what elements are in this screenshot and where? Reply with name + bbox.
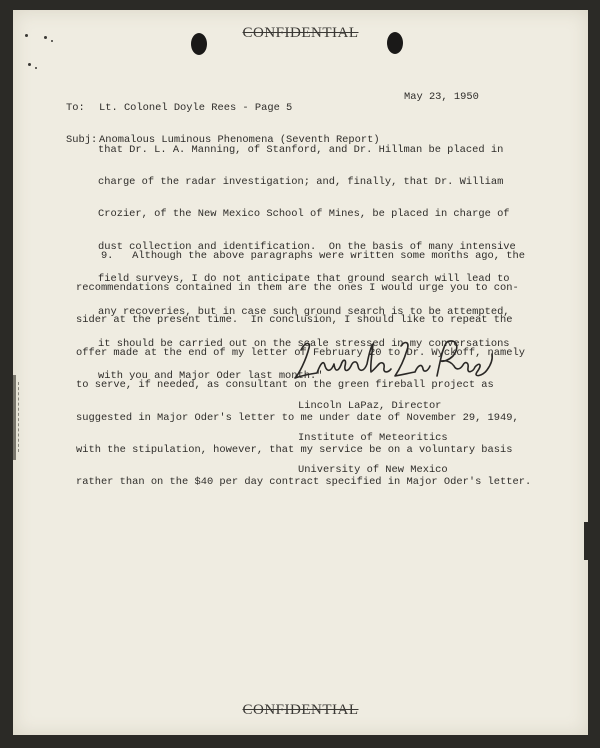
confidential-stamp-top: CONFIDENTIAL xyxy=(242,25,359,41)
subject-value: Anomalous Luminous Phenomena (Seventh Report) xyxy=(99,133,380,146)
text-line: suggested in Major Oder's letter to me under date of November 29, 1949, xyxy=(76,411,519,424)
punch-hole-left xyxy=(191,33,207,55)
text-line: recommendations contained in them are the ones I would urge you to con- xyxy=(76,281,519,294)
page-edge-strip xyxy=(13,375,16,460)
text-line: any recoveries, but in case such ground search is to be attempted, xyxy=(98,305,510,318)
speck-mark xyxy=(51,40,53,42)
signature-block xyxy=(298,379,448,498)
signer-university: University of New Mexico xyxy=(298,464,448,477)
signer-name-title: Lincoln LaPaz, Director xyxy=(298,399,442,412)
memo-date: May 23, 1950 xyxy=(404,90,479,103)
text-line: that Dr. L. A. Manning, of Stanford, and Dr. Hillman be placed in xyxy=(98,143,504,156)
text-line: it should be carried out on the scale stressed in my conversations xyxy=(98,337,510,350)
text-line: charge of the radar investigation; and, finally, that Dr. William xyxy=(98,175,504,188)
document-page xyxy=(13,10,588,735)
text-line: rather than on the $40 per day contract specified in Major Oder's letter. xyxy=(76,476,532,489)
to-value: Lt. Colonel Doyle Rees - Page 5 xyxy=(99,101,293,114)
text-line: Crozier, of the New Mexico School of Mines, be placed in charge of xyxy=(98,208,510,221)
signer-institute: Institute of Meteoritics xyxy=(298,431,448,444)
text-line: sider at the present time. In conclusion, I should like to repeat the xyxy=(76,314,513,327)
speck-mark xyxy=(25,34,28,37)
speck-mark xyxy=(28,63,31,66)
text-line: field surveys, I do not anticipate that ground search will lead to xyxy=(98,273,510,286)
text-line: dust collection and identification. On the basis of many intensive xyxy=(98,240,516,253)
subject-label: Subj: xyxy=(66,133,98,146)
text-line: offer made at the end of my letter of February 20 to Dr. Wyckoff, namely xyxy=(76,346,525,359)
text-line: with you and Major Oder last month." xyxy=(98,370,323,383)
page-edge-nick xyxy=(584,522,588,560)
page-edge-ticks xyxy=(18,382,27,452)
to-label: To: xyxy=(66,101,85,114)
to-line xyxy=(66,103,380,114)
text-line: 9. Although the above paragraphs were written some months ago, the xyxy=(76,249,525,262)
punch-hole-right xyxy=(387,32,403,54)
text-line: with the stipulation, however, that my service be on a voluntary basis xyxy=(76,443,513,456)
text-line: to serve, if needed, as consultant on the green fireball project as xyxy=(76,379,494,392)
speck-mark xyxy=(44,36,47,39)
speck-mark xyxy=(35,67,37,69)
confidential-stamp-bottom: CONFIDENTIAL xyxy=(242,702,359,718)
